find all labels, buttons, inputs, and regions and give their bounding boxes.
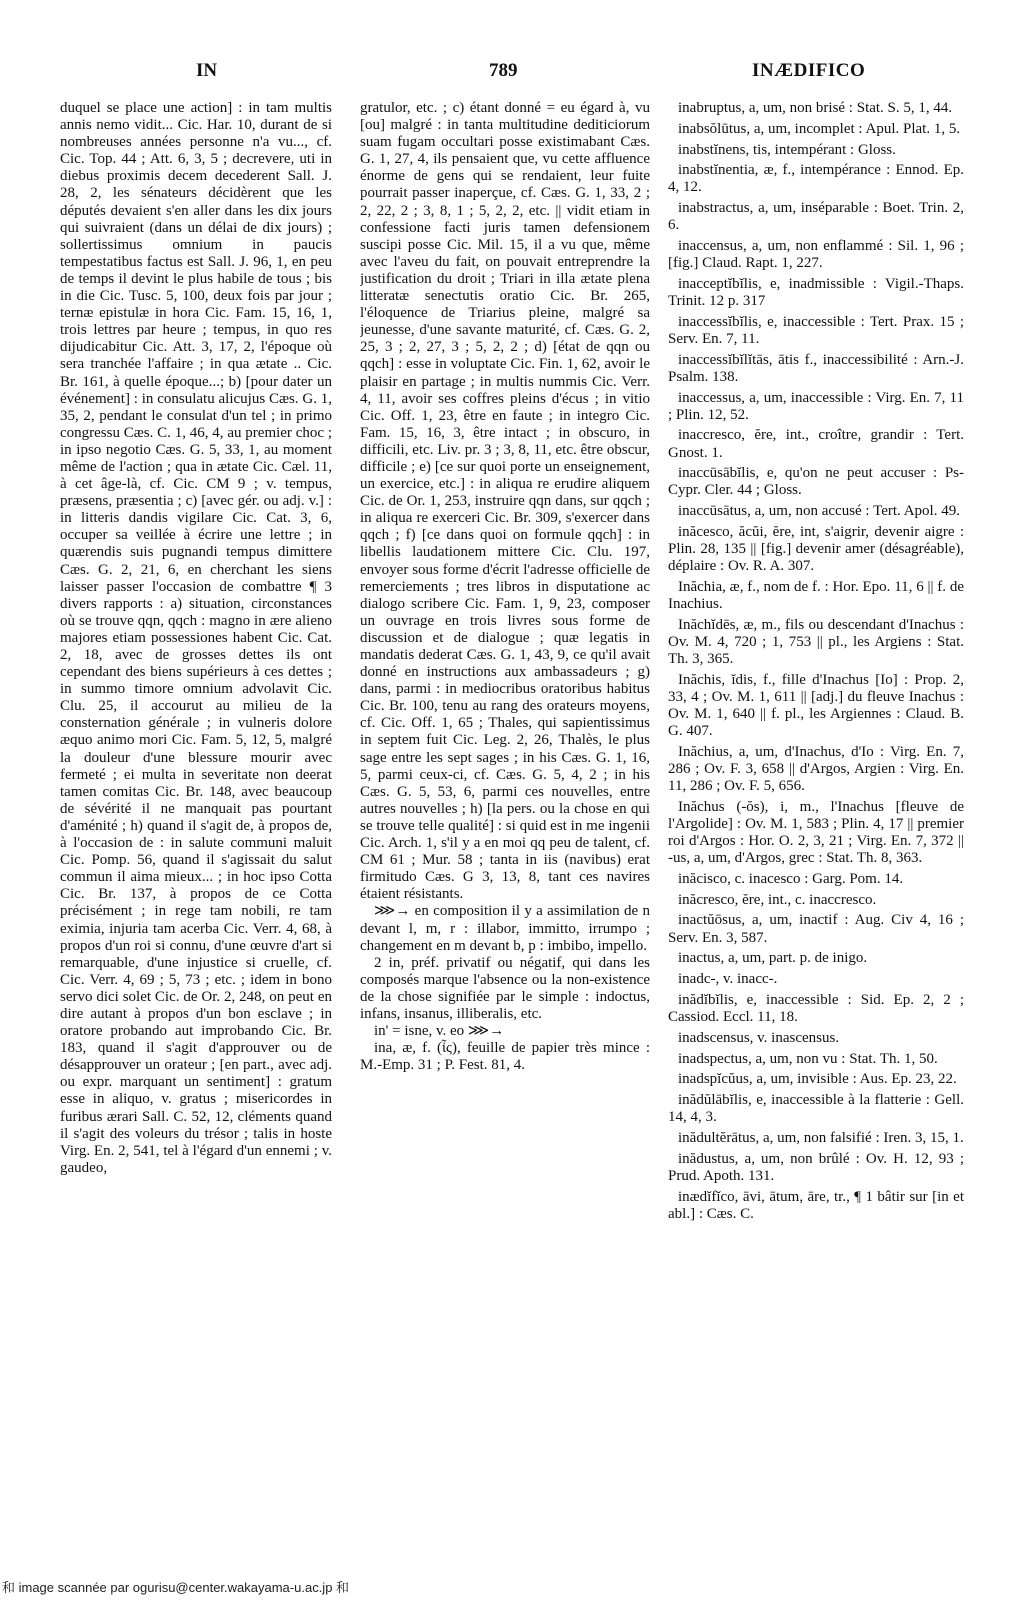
entry-inadspicuus: inadspĭcŭus, a, um, invisible : Aus. Ep. 23, 22.: [678, 1071, 957, 1088]
entry-inadustus: inădustus, a, um, non brûlé : Ov. H. 12, 93 ; Prud. Apoth. 131.: [668, 1150, 964, 1184]
entry-inabstinens: inabstĭnens, tis, intempérant : Gloss.: [678, 141, 896, 158]
entry-inacesco: inăcesco, ăcŭi, ĕre, int, s'aigrir, devenir aigre : Plin. 28, 135 || [fig.] devenir amer (désagréable), déplaire : Ov. R. A. 307.: [668, 524, 964, 575]
entry-inachides: Inăchĭdēs, æ, m., fils ou descendant d'Inachus : Ov. M. 4, 720 ; 1, 753 || pl., les Argiens : Stat. Th. 3, 365.: [668, 616, 964, 668]
entry-inabstinentia: inabstĭnentia, æ, f., intempérance : Ennod. Ep. 4, 12.: [668, 162, 964, 196]
entry-inadc: inadc-, v. inacc-.: [678, 971, 778, 988]
middle-column: [360, 100, 650, 1536]
entry-inacresco: inăcresco, ĕre, int., c. inaccresco.: [678, 891, 877, 908]
entry-inaccessibilitas: inaccessĭbĭlĭtās, ātis f., inaccessibilité : Arn.-J. Psalm. 138.: [668, 351, 964, 385]
middle-paragraph-1: gratulor, etc. ; c) étant donné = eu égard à, vu [ou] malgré : in tanta multitudine dediticiorum suam fugam occultari posse existimabant Cæs. G. 1, 27, 4, ils pensaient que, vu cette affluence énorme de gens qui se rendaient, leur fuite pourrait passer inaperçue, cf. Cæs. G. 1, 33, 2 ; 2, 22, 2 ; 3, 8, 1 ; 5, 2, 2, etc. || vidit etiam in confessione facti juris tamen defensionem suscipi posse Cic. Mil. 15, il a vu que, même avec l'aveu du fait, on pouvait entreprendre la justification du droit ; Triari in illa ætate plena litteratæ senectutis oratio Cic. Br. 265, l'éloquence de Triarius pleine, malgré sa jeunesse, d'une savante maturité, cf. Cæs. G. 2, 25, 3 ; 2, 27, 3 ; 5, 2, 2 ; d) [état de qqn ou qqch] : esse in voluptate Cic. Fin. 1, 62, avoir le plaisir en partage ; in multis nummis Cic. Verr. 4, 11, avoir ses coffres pleins d'écus ; in vitio Cic. Off. 1, 23, être en faute ; in integro Cic. Fam. 15, 16, 3, être intact ; in obscuro, in difficili, etc. Liv. pr. 3 ; 3, 8, 11, etc. être obscur, difficile ; e) [ce sur quoi porte un enseignement, un exercice, etc.] : in aliqua re erudire aliquem Cic. de Or. 1, 253, instruire qqn dans, sur qqch ; in aliqua re exerceri Cic. Br. 309, s'exercer dans qqch ; f) [ce dans quoi on formule qqch] : in libellis laudationem mittere Cic. Clu. 197, envoyer sous forme d'écrit l'adresse officielle de remerciements ; tres libros in disputatione ac dialogo scribere Cic. Fam. 1, 9, 23, composer un ouvrage en trois livres sous forme de discussion et de dialogue ; quæ legatis in mandatis dederat Cæs. G. 1, 43, 9, ce qu'il avait donné en instructions aux ambassadeurs ; g) dans, parmi : in mediocribus oratoribus habitus Cic. Br. 100, tenu au rang des orateurs moyens, cf. Cic. Off. 1, 65 ; Thales, qui sapientissimus in septem fuit Cic. Leg. 2, 26, Thalès, le plus sage entre les sept sages ; in his Cæs. G. 1, 16, 5, parmi ceux-ci, cf. Cæs. G. 5, 4, 2 ; in his Cæs. G. 5, 53, 6, parmi ces nouvelles, entre autres nouvelles ; h) [la pers. ou la chose en qui se trouve telle qualité] : si quid est in me ingenii Cic. Arch. 1, s'il y a en moi qq peu de talent, cf. CM 61 ; Mur. 58 ; tanta in iis (navibus) erat firmitudo Cæs. G 3, 13, 8, tant ces navires étaient résistants.: [360, 100, 650, 903]
entry-inadscensus: inadscensus, v. inascensus.: [678, 1029, 840, 1046]
entry-inachis: Inăchis, ĭdis, f., fille d'Inachus [Io] : Prop. 2, 33, 4 ; Ov. M. 1, 611 || [adj.] du fleuve Inachus : Ov. M. 1, 640 || f. pl., les Argiennes : Claud. B. G. 407.: [668, 671, 964, 740]
entry-inadspectus: inadspectus, a, um, non vu : Stat. Th. 1, 50.: [678, 1050, 938, 1067]
entry-inachia: Inăchia, æ, f., nom de f. : Hor. Epo. 11, 6 || f. de Inachius.: [668, 578, 964, 613]
middle-paragraph-4: in' = isne, v. eo ⋙→: [374, 1023, 505, 1040]
entry-inaccessibilis: inaccessĭbĭlis, e, inaccessible : Tert. Prax. 15 ; Serv. En. 7, 11.: [668, 313, 964, 347]
header-left-word: IN: [196, 60, 218, 81]
page-number: 789: [489, 60, 518, 81]
entry-inachius: Inăchius, a, um, d'Inachus, d'Io : Virg. En. 7, 286 ; Ov. F. 3, 658 || d'Argos, Argien : Virg. En. 11, 286 ; Ov. F. 5, 656.: [668, 743, 964, 795]
page-header: [0, 46, 1024, 86]
entry-inaccensus: inaccensus, a, um, non enflammé : Sil. 1, 96 ; [fig.] Claud. Rapt. 1, 227.: [668, 238, 964, 272]
entry-inabstractus: inabstractus, a, um, inséparable : Boet. Trin. 2, 6.: [668, 200, 964, 234]
entry-inaccresco: inaccresco, ĕre, int., croître, grandir : Tert. Gnost. 1.: [668, 427, 964, 461]
entry-inaccusabilis: inaccūsābĭlis, e, qu'on ne peut accuser : Ps-Cypr. Cler. 44 ; Gloss.: [668, 465, 964, 499]
entry-inacisco: inăcisco, c. inacesco : Garg. Pom. 14.: [678, 870, 904, 887]
entry-inabsolutus: inabsŏlūtus, a, um, incomplet : Apul. Plat. 1, 5.: [678, 120, 961, 137]
left-column: [60, 100, 332, 1536]
entry-inadibilis: inădĭbĭlis, e, inaccessible : Sid. Ep. 2, 2 ; Cassiod. Eccl. 11, 18.: [668, 991, 964, 1025]
entry-inaccusatus: inaccūsātus, a, um, non accusé : Tert. Apol. 49.: [678, 503, 960, 520]
entry-inactuosus: inactŭōsus, a, um, inactif : Aug. Civ 4, 16 ; Serv. En. 3, 587.: [668, 912, 964, 946]
left-column-text: duquel se place une action] : in tam multis annis nemo vidit... Cic. Har. 10, durant de si nombreuses années personne n'a vu..., cf. Cic. Top. 44 ; Att. 6, 3, 5 ; decrevere, uti in diebus proximis decem decederent Sall. J. 28, 2, les sénateurs décidèrent que les députés devaient s'en aller dans les dix jours qui suivraient (dans un délai de dix jours) ; sollertissimus omnium in paucis tempestatibus factus est Sall. J. 96, 1, en peu de temps il devint le plus habile de tous ; bis in die Cic. Tusc. 5, 100, deux fois par jour ; ternæ epistulæ in hora Cic. Fam. 15, 16, 1, trois lettres par heure ; tempus, in quo res dijudicabitur Cic. Att. 3, 17, 2, l'époque où sera tranchée l'affaire ; in qua ætate .. Cic. Br. 161, à quelle époque...; b) [pour dater un événement] : in consulatu alicujus Cæs. G. 1, 35, 2, pendant le consulat d'un tel ; in primo congressu Cæs. C. 1, 46, 4, au premier choc ; in ipso negotio Cæs. G. 5, 33, 1, au moment même de l'action ; qua in ætate Cic. Cæl. 11, à cet âge-là, cf. Cic. CM 9 ; v. tempus, præsens, præsentia ; c) [avec gér. ou adj. v.] : in litteris dandis vigilare Cic. Cat. 3, 6, occuper sa veillée à écrire une lettre ; in quærendis suis pugnandi tempus dimittere Cæs. G. 2, 21, 6, en cherchant les siens laisser passer l'occasion de combattre ¶ 3 divers rapports : a) situation, circonstances où se trouve qqn, qqch : magno in ære alieno majores etiam possessiones habent Cic. Cat. 2, 18, avec de grosses dettes ils ont cependant des biens supérieurs à ces dettes ; in summo timore omnium advolavit Cic. Clu. 25, il accourut au milieu de la consternation générale ; in vulneris dolore æquo animo mori Cic. Fam. 5, 12, 5, malgré la douleur d'une blessure mourir avec fermeté ; ei multa in severitate non deerat tamen comitas Cic. Br. 148, avec beaucoup de sévérité il ne manquait pas pourtant d'aménité ; h) quand il s'agit de, à propos de, à l'occasion de : in salute communi maluit Cic. Pomp. 56, quand il s'agissait du salut commun il aima mieux... ; in hoc ipso Cotta Cic. Br. 137, à propos de ce Cotta précisément ; in rege tam nobili, re tam eximia, injuria tam acerba Cic. Verr. 4, 68, à propos d'un roi si connu, d'une œuvre d'art si remarquable, d'une injustice si cruelle, cf. Cic. Verr. 4, 69 ; 5, 73 ; etc. ; idem in bono servo dici solet Cic. de Or. 2, 248, on peut en dire autant à propos d'un bon esclave ; in oratore probando aut improbando Cic. Br. 183, quand il s'agit d'approuver ou de désapprouver un orateur ; [en part., avec adj. ou expr. marquant un sentiment] : gratum esse in aliquo, v. gratus ; misericordes in furibus ærari Sall. C. 52, 12, cléments quand il s'agit des voleurs du trésor ; talis in hoste Virg. En. 2, 541, tel à l'égard d'un ennemi ; v. gaudeo,: [60, 100, 332, 1176]
middle-paragraph-3: 2 in, préf. privatif ou négatif, qui dans les composés marque l'absence ou la non-existence de la chose signifiée par le simple : indoctus, infans, insanus, illiberalis, etc.: [360, 954, 650, 1022]
scan-credit-footer: 和 image scannée par ogurisu@center.wakayama-u.ac.jp 和: [2, 1580, 350, 1595]
middle-paragraph-5: ina, æ, f. (ἶς), feuille de papier très mince : M.-Emp. 31 ; P. Fest. 81, 4.: [360, 1040, 650, 1074]
entry-inacceptibilis: inacceptĭbĭlis, e, inadmissible : Vigil.-Thaps. Trinit. 12 p. 317: [668, 275, 964, 310]
header-right-word: INÆDIFICO: [752, 60, 866, 81]
entry-inabruptus: inabruptus, a, um, non brisé : Stat. S. 5, 1, 44.: [678, 100, 953, 116]
middle-paragraph-2: ⋙→ en composition il y a assimilation de n devant l, m, r : illabor, immitto, irrumpo ; changement en m devant b, p : imbibo, impello.: [360, 903, 650, 954]
entry-inadulteratus: inădultĕrātus, a, um, non falsifié : Iren. 3, 15, 1.: [678, 1130, 964, 1146]
entry-inaedifico: inædĭfĭco, āvi, ātum, āre, tr., ¶ 1 bâtir sur [in et abl.] : Cæs. C.: [668, 1188, 964, 1222]
entry-inaccessus: inaccessus, a, um, inaccessible : Virg. En. 7, 11 ; Plin. 12, 52.: [668, 389, 964, 423]
right-column: [668, 100, 964, 1536]
entry-inadulabilis: inădŭlābĭlis, e, inaccessible à la flatterie : Gell. 14, 4, 3.: [668, 1092, 964, 1126]
entry-inactus: inactus, a, um, part. p. de inigo.: [678, 950, 868, 967]
entry-inachus: Inăchus (-ŏs), i, m., l'Inachus [fleuve de l'Argolide] : Ov. M. 1, 583 ; Plin. 4, 17 || premier roi d'Argos : Hor. O. 2, 3, 21 ; Virg. En. 7, 372 || -us, a, um, d'Argos, grec : Stat. Th. 8, 363.: [668, 798, 964, 867]
